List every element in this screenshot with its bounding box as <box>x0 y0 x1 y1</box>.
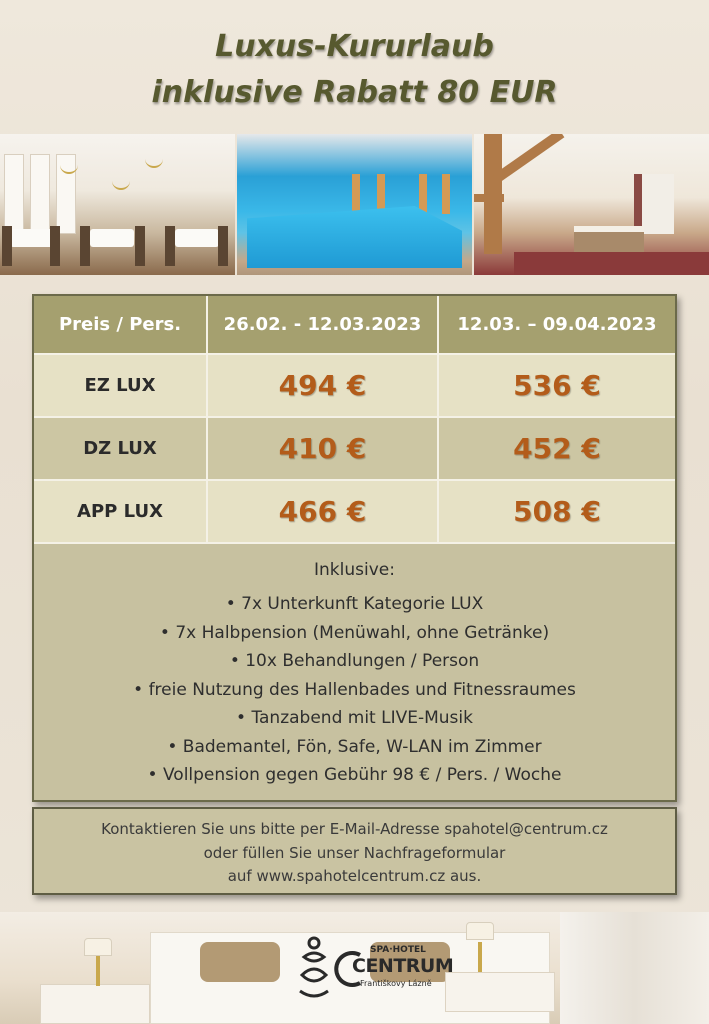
title-line-2: inklusive Rabatt 80 EUR <box>151 75 558 110</box>
contact-line-email: Kontaktieren Sie uns bitte per E-Mail-Adresse spahotel@centrum.cz <box>101 820 608 838</box>
logo-spa-hotel: SPA·HOTEL <box>370 945 426 955</box>
photo-strip <box>0 134 709 275</box>
inclusive-item: • 7x Unterkunft Kategorie LUX <box>225 594 484 614</box>
inclusive-item: • Tanzabend mit LIVE-Musik <box>236 708 473 728</box>
inclusive-title: Inklusive: <box>314 560 395 580</box>
price-cell: 466 € <box>208 481 439 544</box>
price-cell: 494 € <box>208 355 439 418</box>
inclusive-item: • Vollpension gegen Gebühr 98 € / Pers. / Woche <box>147 765 562 785</box>
contact-line-website: auf www.spahotelcentrum.cz aus. <box>227 867 482 885</box>
title-line-1: Luxus-Kururlaub <box>215 29 494 64</box>
price-cell: 410 € <box>208 418 439 481</box>
bedroom-photo <box>0 912 709 1024</box>
price-cell: 536 € <box>439 355 675 418</box>
inclusive-item: • 7x Halbpension (Menüwahl, ohne Getränke) <box>159 622 550 643</box>
table-header-row <box>34 296 675 355</box>
restaurant-photo <box>0 134 235 275</box>
inclusive-section <box>34 544 675 800</box>
price-cell: 508 € <box>439 481 675 544</box>
pool-photo <box>237 134 472 275</box>
row-label: APP LUX <box>34 481 208 544</box>
room-photo <box>474 134 709 275</box>
table-row <box>34 481 675 544</box>
row-label: DZ LUX <box>34 418 208 481</box>
header-period-2: 12.03. – 09.04.2023 <box>439 296 675 355</box>
contact-line-form: oder füllen Sie unser Nachfrageformular <box>203 843 506 862</box>
header-period-1: 26.02. - 12.03.2023 <box>208 296 439 355</box>
logo-location: Františkovy Lázně <box>360 979 432 988</box>
row-label: EZ LUX <box>34 355 208 418</box>
table-row <box>34 355 675 418</box>
header-price-per-person: Preis / Pers. <box>34 296 208 355</box>
spa-figure-icon <box>294 935 338 1005</box>
contact-box <box>32 807 677 895</box>
price-cell: 452 € <box>439 418 675 481</box>
logo-centrum: CENTRUM <box>352 955 454 977</box>
inclusive-item: • 10x Behandlungen / Person <box>229 651 480 671</box>
inclusive-item: • Bademantel, Fön, Safe, W-LAN im Zimmer <box>167 736 542 757</box>
inclusive-item: • freie Nutzung des Hallenbades und Fitnessraumes <box>133 679 576 700</box>
price-table <box>32 294 677 802</box>
table-row <box>34 418 675 481</box>
page-title <box>0 24 709 116</box>
spa-hotel-centrum-logo <box>290 935 454 1015</box>
